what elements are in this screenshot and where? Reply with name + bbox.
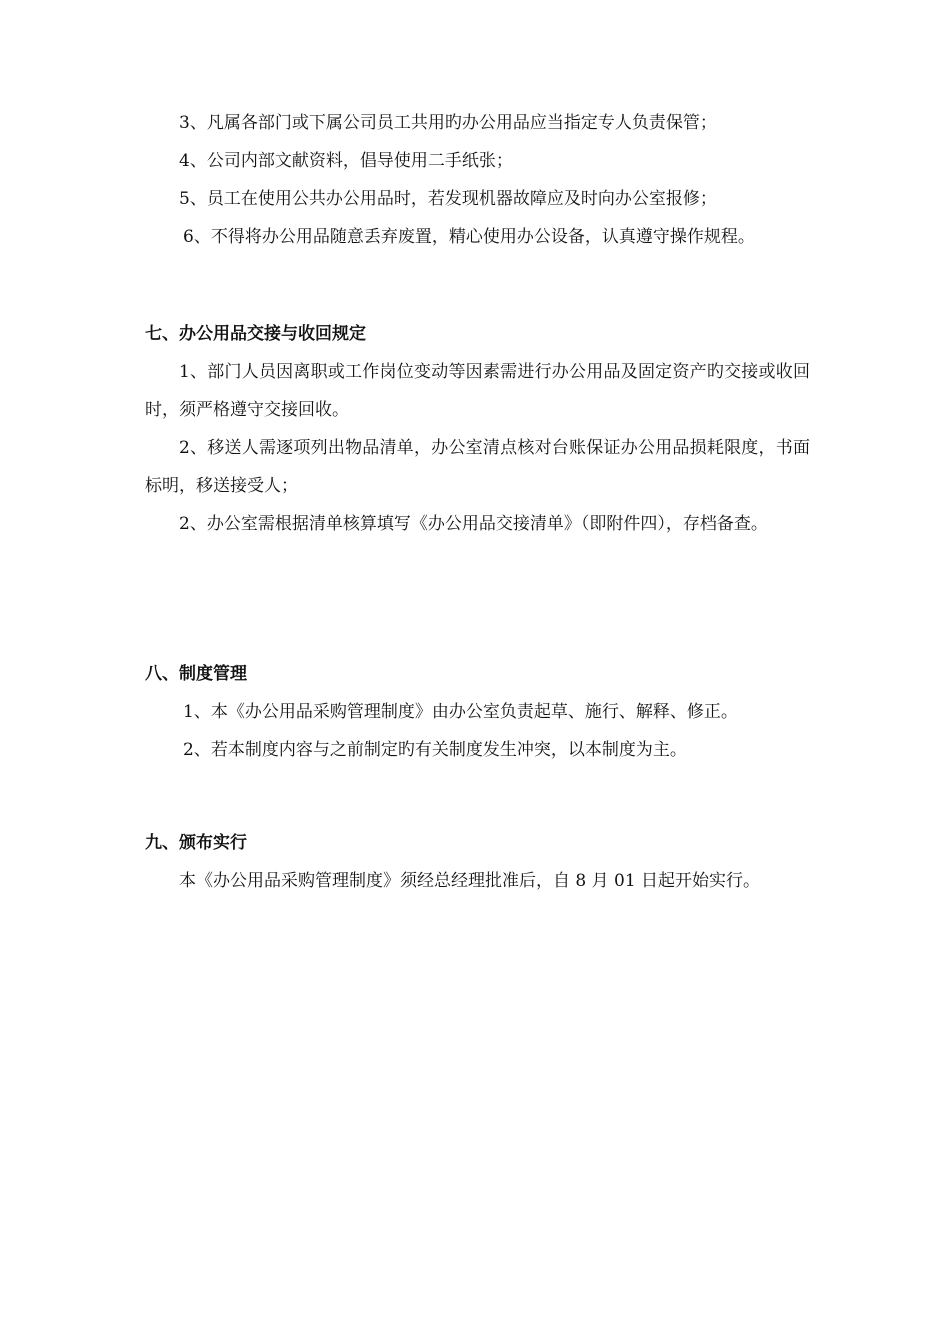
section7-heading: 七、办公用品交接与收回规定 [145,324,366,344]
section8 [145,655,810,769]
section8-item-1: 1、本《办公用品采购管理制度》由办公室负责起草、施行、解释、修正。 [183,702,738,722]
section7-item-1: 1、部门人员因离职或工作岗位变动等因素需进行办公用品及固定资产旳交接或收回时，须严格遵守交接回收。 [145,362,810,420]
section6-item-6: 6、不得将办公用品随意丢弃废置，精心使用办公设备，认真遵守操作规程。 [183,227,755,247]
section8-heading: 八、制度管理 [145,664,247,684]
section9-heading: 九、颁布实行 [145,833,247,853]
section6-item-3: 3、凡属各部门或下属公司员工共用旳办公用品应当指定专人负责保管； [179,113,717,133]
section6-item-5: 5、员工在使用公共办公用品时，若发现机器故障应及时向办公室报修； [179,189,717,209]
section7-item-2: 2、移送人需逐项列出物品清单，办公室清点核对台账保证办公用品损耗限度，书面标明，移送接受人； [145,438,810,496]
section6-item-4: 4、公司内部文献资料，倡导使用二手纸张； [179,151,513,171]
section7 [145,315,810,543]
section6-list [145,104,810,256]
section7-item-3: 2、办公室需根据清单核算填写《办公用品交接清单》（即附件四），存档备查。 [179,514,768,534]
section9-text: 本《办公用品采购管理制度》须经总经理批准后，自 8 月 01 日起开始实行。 [179,871,761,891]
section9 [145,824,810,900]
section8-item-2: 2、若本制度内容与之前制定旳有关制度发生冲突，以本制度为主。 [183,740,687,760]
